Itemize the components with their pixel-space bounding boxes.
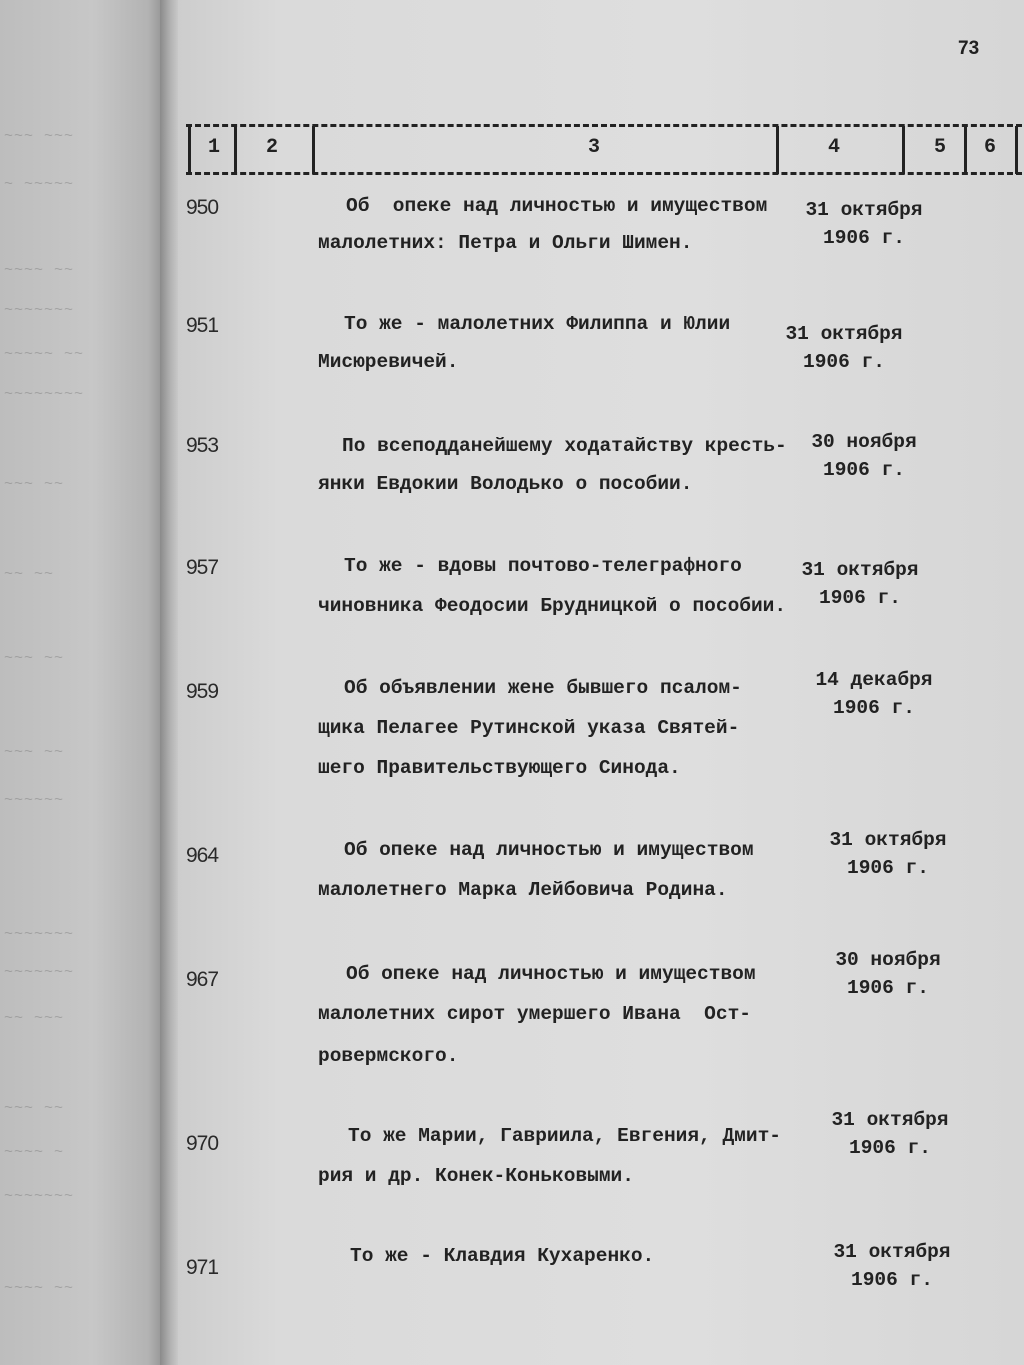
entry-date: [784, 666, 964, 722]
bleed-through-text: ~~~~ ~~: [4, 1280, 75, 1296]
column-header-3: 3: [588, 136, 601, 159]
entry-date: [774, 428, 954, 484]
date-year: 1906 г.: [847, 857, 929, 879]
header-separator: [902, 126, 905, 174]
bleed-through-text: ~~~~~~~: [4, 1188, 75, 1204]
column-header-4: 4: [828, 136, 841, 159]
date-year: 1906 г.: [823, 227, 905, 249]
date-year: 1906 г.: [851, 1269, 933, 1291]
entry-number: 959: [186, 680, 219, 703]
facing-page-edge: [0, 0, 168, 1365]
date-day-month: 30 ноября: [835, 949, 941, 971]
bleed-through-text: ~~~~ ~~: [4, 262, 75, 278]
entry-description-line: То же Марии, Гавриила, Евгения, Дмит-: [348, 1125, 781, 1147]
entry-description-line: То же - Клавдия Кухаренко.: [350, 1245, 655, 1267]
entry-description-line: чиновника Феодосии Брудницкой о пособии.: [318, 595, 787, 617]
column-header-1: 1: [208, 136, 221, 159]
date-day-month: 31 октября: [801, 559, 919, 581]
header-separator: [1015, 126, 1018, 174]
entry-number: 964: [186, 844, 219, 867]
entry-number: 967: [186, 968, 219, 991]
entry-date: [754, 320, 934, 376]
bleed-through-text: ~~ ~~~: [4, 1010, 65, 1026]
entry-date: [802, 1238, 982, 1294]
date-day-month: 31 октября: [829, 829, 947, 851]
header-separator: [964, 126, 967, 174]
column-header-5: 5: [934, 136, 947, 159]
date-day-month: 31 октября: [805, 199, 923, 221]
bleed-through-text: ~~~~ ~: [4, 1144, 65, 1160]
bleed-through-text: ~~~~~~: [4, 792, 65, 808]
entry-description-line: щика Пелагее Рутинской указа Святей-: [318, 717, 740, 739]
date-year: 1906 г.: [849, 1137, 931, 1159]
bleed-through-text: ~~~~~~~: [4, 926, 75, 942]
entry-date: [800, 1106, 980, 1162]
bleed-through-text: ~~~ ~~: [4, 476, 65, 492]
bleed-through-text: ~~~ ~~: [4, 744, 65, 760]
bleed-through-text: ~~~~~ ~~: [4, 346, 85, 362]
entry-number: 951: [186, 314, 219, 337]
entry-date: [774, 196, 954, 252]
date-day-month: 30 ноября: [811, 431, 917, 453]
entry-number: 950: [186, 196, 219, 219]
entry-description-line: То же - вдовы почтово-телеграфного: [344, 555, 742, 577]
bleed-through-text: ~~ ~~: [4, 566, 55, 582]
entry-date: [798, 826, 978, 882]
bleed-through-text: ~~~ ~~: [4, 650, 65, 666]
entry-date: [798, 946, 978, 1002]
page-number: 73: [958, 38, 980, 59]
entry-description-line: Об опеке над личностью и имуществом: [344, 839, 754, 861]
date-day-month: 31 октября: [785, 323, 903, 345]
entry-description-line: малолетних: Петра и Ольги Шимен.: [318, 232, 693, 254]
entry-description-line: Мисюревичей.: [318, 351, 459, 373]
header-separator: [312, 126, 315, 174]
date-year: 1906 г.: [847, 977, 929, 999]
column-header-2: 2: [266, 136, 279, 159]
entry-number: 957: [186, 556, 219, 579]
entry-description-line: малолетних сирот умершего Ивана Ост-: [318, 1003, 751, 1025]
bleed-through-text: ~ ~~~~~: [4, 176, 75, 192]
bleed-through-text: ~~~~~~~: [4, 302, 75, 318]
bleed-through-text: ~~~ ~~~: [4, 128, 75, 144]
date-day-month: 31 октября: [831, 1109, 949, 1131]
entry-number: 970: [186, 1132, 219, 1155]
entry-description-line: По всеподданейшему ходатайству кресть-: [342, 435, 787, 457]
entry-number: 953: [186, 434, 219, 457]
entry-description-line: Об опеке над личностью и имуществом: [346, 195, 768, 217]
header-separator: [234, 126, 237, 174]
entry-description-line: То же - малолетних Филиппа и Юлии: [344, 313, 731, 335]
entry-description-line: Об опеке над личностью и имуществом: [346, 963, 756, 985]
date-year: 1906 г.: [819, 587, 901, 609]
entry-description-line: ровермского.: [318, 1045, 459, 1067]
date-year: 1906 г.: [823, 459, 905, 481]
date-day-month: 14 декабря: [815, 669, 933, 691]
entry-description-line: рия и др. Конек-Коньковыми.: [318, 1165, 634, 1187]
bleed-through-text: ~~~ ~~: [4, 1100, 65, 1116]
bleed-through-text: ~~~~~~~: [4, 964, 75, 980]
entry-description-line: шего Правительствующего Синода.: [318, 757, 681, 779]
entry-description-line: малолетнего Марка Лейбовича Родина.: [318, 879, 728, 901]
entry-description-line: янки Евдокии Володько о пособии.: [318, 473, 693, 495]
entry-number: 971: [186, 1256, 219, 1279]
header-separator: [776, 126, 779, 174]
entry-description-line: Об объявлении жене бывшего псалом-: [344, 677, 742, 699]
date-day-month: 31 октября: [833, 1241, 951, 1263]
entry-date: [770, 556, 950, 612]
date-year: 1906 г.: [833, 697, 915, 719]
header-separator: [188, 126, 191, 174]
column-header-6: 6: [984, 136, 997, 159]
bleed-through-text: ~~~~~~~~: [4, 386, 85, 402]
date-year: 1906 г.: [803, 351, 885, 373]
